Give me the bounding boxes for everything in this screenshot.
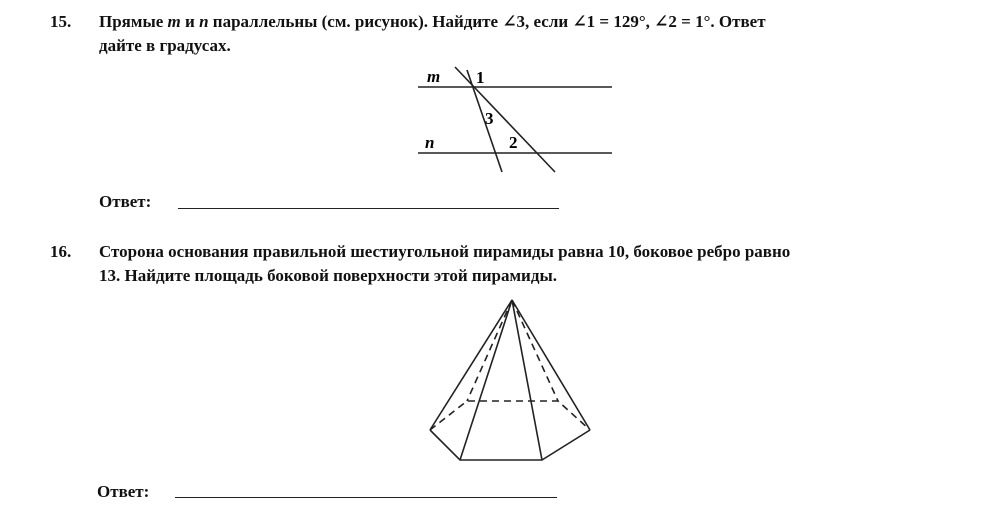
- label-n: n: [425, 133, 435, 152]
- problem-15-text-part: Прямые: [99, 12, 168, 31]
- label-m: m: [427, 67, 441, 86]
- variable-n: n: [199, 12, 209, 31]
- problem-15-number: 15.: [50, 12, 72, 31]
- angle-3-label: 3: [485, 109, 494, 128]
- problem-15-text-part: параллельны (см. рисунок). Найдите ∠3, если ∠1 = 129°, ∠2 = 1°. Ответ: [208, 12, 766, 31]
- angle-2-label: 2: [509, 133, 518, 152]
- problem-16-line-2: 13. Найдите площадь боковой поверхности этой пирамиды.: [99, 266, 557, 285]
- problem-16-number: 16.: [50, 242, 72, 261]
- problem-16-line-1: Сторона основания правильной шестиугольной пирамиды равна 10, боковое ребро равно: [99, 242, 791, 261]
- lateral-edge: [430, 300, 512, 430]
- problem-15-text-part: и: [180, 12, 200, 31]
- problem-15-answer-label: Ответ:: [99, 192, 152, 211]
- problem-15-line-2: дайте в градусах.: [99, 36, 231, 55]
- problem-15-answer-line[interactable]: [178, 208, 559, 209]
- lateral-edge: [460, 300, 512, 460]
- lateral-edge-hidden: [512, 300, 558, 401]
- problem-16-answer-label: Ответ:: [97, 482, 150, 501]
- angle-1-label: 1: [476, 68, 485, 87]
- hexagonal-pyramid-figure: [430, 300, 590, 460]
- variable-m: m: [167, 12, 181, 31]
- problem-16-text: [99, 240, 979, 288]
- lateral-edge-hidden: [467, 300, 512, 401]
- pyramid-base-back: [430, 401, 590, 430]
- pyramid-base-front: [430, 430, 590, 460]
- problem-16-answer-line[interactable]: [175, 497, 557, 498]
- transversal-1: [455, 67, 555, 172]
